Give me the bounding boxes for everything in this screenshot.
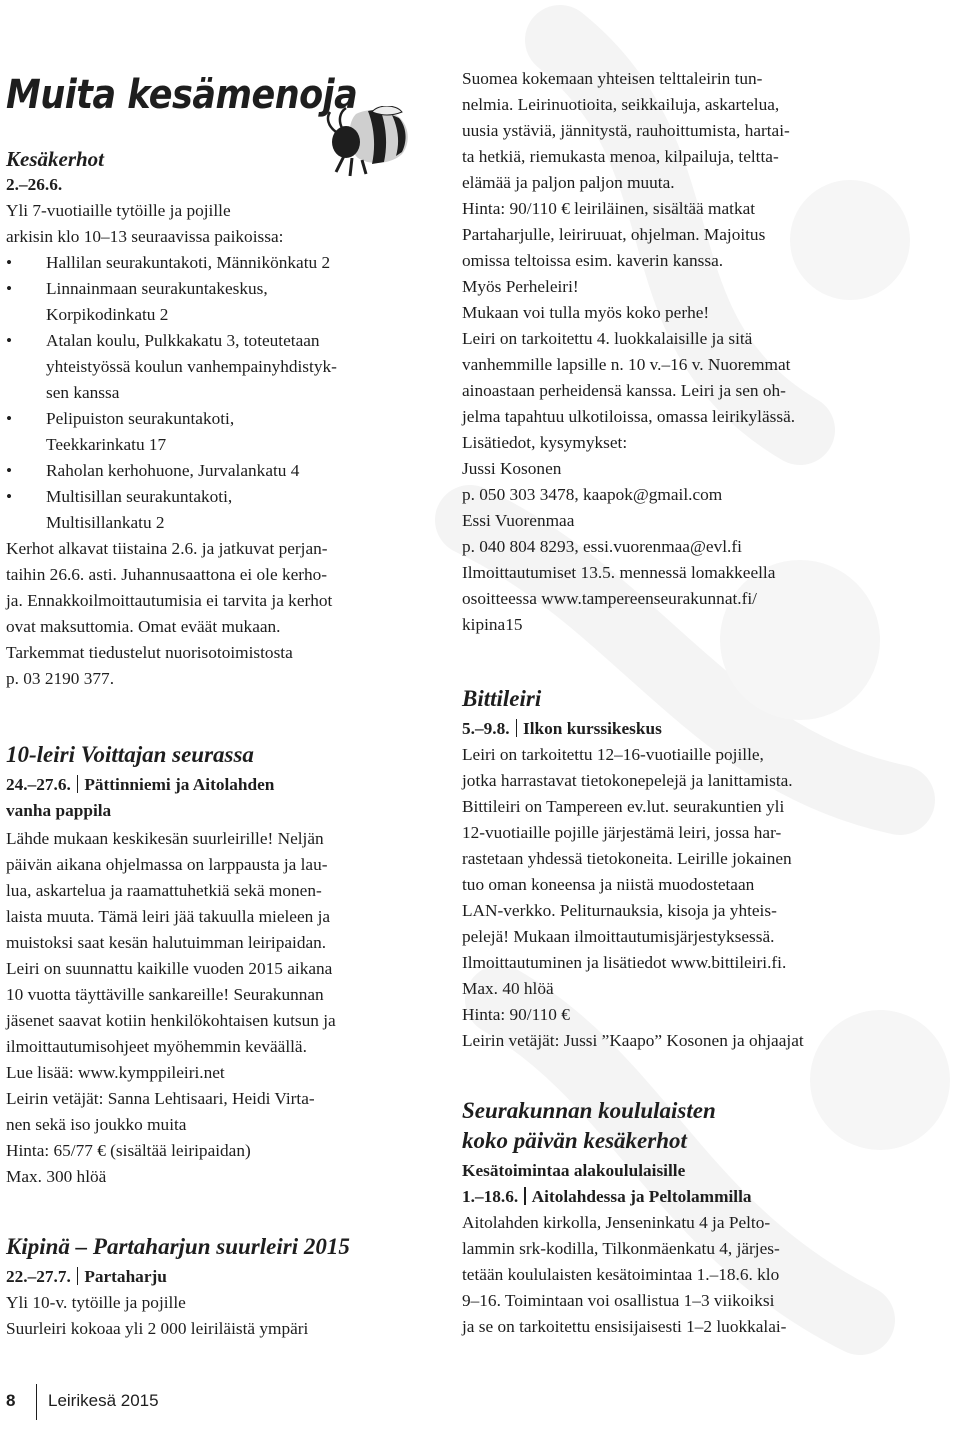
- location-item: Hallilan seurakuntakoti, Männikönkatu 2: [46, 253, 331, 272]
- separator: [516, 719, 518, 737]
- koululaiset-subheading: Kesätoimintaa alakoululaisille: [462, 1161, 686, 1180]
- location-item: Linnainmaan seurakuntakeskus,: [46, 279, 268, 298]
- text-line: Hinta: 65/77 € (sisältää leiripaidan): [6, 1141, 251, 1160]
- text-line: p. 03 2190 377.: [6, 669, 115, 688]
- kipina-place: Partaharju: [84, 1267, 167, 1286]
- text-line: Leirin vetäjät: Sanna Lehtisaari, Heidi Virta-: [6, 1089, 315, 1108]
- text-line: Leiri on suunnattu kaikille vuoden 2015 aikana: [6, 959, 333, 978]
- page-number: 8: [6, 1391, 16, 1410]
- text-line: Mukaan voi tulla myös koko perhe!: [462, 303, 710, 322]
- text-line: 12-vuotiaille pojille järjestämä leiri, jossa har-: [462, 823, 782, 842]
- text-line: tetään koululaisten kesätoimintaa 1.–18.6. klo: [462, 1265, 780, 1284]
- koululaiset-dates-place: [462, 1184, 752, 1210]
- text-line: Bittileiri on Tampereen ev.lut. seurakuntien yli: [462, 797, 785, 816]
- leiri10-place-continued: vanha pappila: [6, 801, 112, 820]
- publication-name: Leirikesä 2015: [48, 1391, 159, 1410]
- bullet-marker: •: [6, 461, 13, 480]
- text-line: Lue lisää: www.kymppileiri.net: [6, 1063, 225, 1082]
- text-line: Hinta: 90/110 €: [462, 1005, 570, 1024]
- bullet-marker: •: [6, 331, 13, 350]
- location-item-continued: Multisillankatu 2: [46, 513, 165, 532]
- page-title: Muita kesämenoja: [6, 72, 358, 119]
- contact-name: Jussi Kosonen: [462, 459, 562, 478]
- text-line: Max. 300 hlöä: [6, 1167, 107, 1186]
- koululaiset-dates: 1.–18.6.: [462, 1187, 519, 1206]
- location-item: Raholan kerhohuone, Jurvalankatu 4: [46, 461, 300, 480]
- text-line: Yli 10-v. tytöille ja pojille: [6, 1293, 186, 1312]
- text-line: vanhemmille lapsille n. 10 v.–16 v. Nuoremmat: [462, 355, 791, 374]
- text-line: arkisin klo 10–13 seuraavissa paikoissa:: [6, 227, 284, 246]
- text-line: osoitteessa www.tampereenseurakunnat.fi/: [462, 589, 757, 608]
- text-line: kipina15: [462, 615, 523, 634]
- text-line: Yli 7-vuotiaille tytöille ja pojille: [6, 201, 231, 220]
- location-item-continued: Korpikodinkatu 2: [46, 305, 169, 324]
- text-line: omissa teltoissa esim. kaverin kanssa.: [462, 251, 724, 270]
- bullet-marker: •: [6, 409, 13, 428]
- leiri10-place: Pättinniemi ja Aitolahden: [84, 775, 275, 794]
- leiri10-dates-place: [6, 772, 274, 798]
- bullet-marker: •: [6, 253, 13, 272]
- text-line: ja se on tarkoitettu ensisijaisesti 1–2 luokkalai-: [462, 1317, 787, 1336]
- text-line: nen sekä iso joukko muita: [6, 1115, 187, 1134]
- footer-divider: [36, 1384, 37, 1420]
- text-line: 10 vuotta täyttäville sankareille! Seurakunnan: [6, 985, 324, 1004]
- bullet-marker: •: [6, 487, 13, 506]
- location-item: Pelipuiston seurakuntakoti,: [46, 409, 235, 428]
- text-line: nelmia. Leirinuotioita, seikkailuja, askartelua,: [462, 95, 780, 114]
- text-line: Myös Perheleiri!: [462, 277, 579, 296]
- text-line: LAN-verkko. Peliturnauksia, kisoja ja yhteis-: [462, 901, 777, 920]
- text-line: Leiri on tarkoitettu 4. luokkalaisille ja sitä: [462, 329, 753, 348]
- text-line: Suurleiri kokoaa yli 2 000 leiriläistä ympäri: [6, 1319, 309, 1338]
- text-line: tuo oman koneensa ja niistä muodostetaan: [462, 875, 755, 894]
- leiri10-dates: 24.–27.6.: [6, 775, 71, 794]
- bittileiri-dates-place: [462, 716, 662, 742]
- text-line: Tarkemmat tiedustelut nuorisotoimistosta: [6, 643, 293, 662]
- text-line: Partaharjulle, leiriruuat, ohjelman. Majoitus: [462, 225, 766, 244]
- kipina-dates-place: [6, 1264, 167, 1290]
- text-line: Lähde mukaan keskikesän suurleirille! Neljän: [6, 829, 324, 848]
- location-item: Multisillan seurakuntakoti,: [46, 487, 233, 506]
- location-item-continued: yhteistyössä koulun vanhempainyhdistyk-: [46, 357, 337, 376]
- text-line: uusia ystäviä, jännitystä, rauhoittumista, hartai-: [462, 121, 790, 140]
- text-line: Lisätiedot, kysymykset:: [462, 433, 628, 452]
- kesakerhot-heading: Kesäkerhot: [6, 147, 105, 171]
- leiri10-heading: 10-leiri Voittajan seurassa: [6, 742, 254, 767]
- bittileiri-dates: 5.–9.8.: [462, 719, 510, 738]
- text-line: Hinta: 90/110 € leiriläinen, sisältää matkat: [462, 199, 756, 218]
- contact-phone-email: p. 050 303 3478, kaapok@gmail.com: [462, 485, 723, 504]
- text-line: Max. 40 hlöä: [462, 979, 554, 998]
- text-line: jotka harrastavat tietokonepelejä ja lanittamista.: [462, 771, 793, 790]
- separator: [524, 1187, 526, 1205]
- text-line: jelma tapahtuu ulkotiloissa, omassa leirikylässä.: [462, 407, 796, 426]
- contact-phone-email: p. 040 804 8293, essi.vuorenmaa@evl.fi: [462, 537, 742, 556]
- text-line: ta hetkiä, riemukasta menoa, kilpailuja, teltta-: [462, 147, 779, 166]
- text-line: pelejä! Mukaan ilmoittautumisjärjestyksessä.: [462, 927, 775, 946]
- bittileiri-place: Ilkon kurssikeskus: [523, 719, 662, 738]
- text-line: Ilmoittautumiset 13.5. mennessä lomakkeella: [462, 563, 776, 582]
- bittileiri-heading: Bittileiri: [462, 686, 542, 711]
- text-line: laista muuta. Tämä leiri jää takuulla mieleen ja: [6, 907, 331, 926]
- text-line: rastetaan yhdessä tietokoneita. Leirille jokainen: [462, 849, 792, 868]
- text-line: taihin 26.6. asti. Juhannusaattona ei ole kerho-: [6, 565, 328, 584]
- text-line: Leirin vetäjät: Jussi ”Kaapo” Kosonen ja ohjaajat: [462, 1031, 804, 1050]
- text-line: ilmoittautumisohjeet myöhemmin keväällä.: [6, 1037, 307, 1056]
- text-line: elämää ja paljon paljon muuta.: [462, 173, 675, 192]
- separator: [77, 1267, 79, 1285]
- text-line: ainoastaan perheidensä kanssa. Leiri ja sen oh-: [462, 381, 786, 400]
- bumblebee-icon: [322, 106, 412, 178]
- koululaiset-place: Aitolahdessa ja Peltolammilla: [531, 1187, 752, 1206]
- location-item: Atalan koulu, Pulkkakatu 3, toteutetaan: [46, 331, 320, 350]
- kipina-dates: 22.–27.7.: [6, 1267, 71, 1286]
- kipina-heading: Kipinä – Partaharjun suurleiri 2015: [6, 1234, 350, 1259]
- text-line: jäsenet saavat kotiin henkilökohtaisen kutsun ja: [6, 1011, 336, 1030]
- text-line: Ilmoittautuminen ja lisätiedot www.bittileiri.fi.: [462, 953, 787, 972]
- text-line: Aitolahden kirkolla, Jenseninkatu 4 ja Pelto-: [462, 1213, 771, 1232]
- separator: [77, 775, 79, 793]
- text-line: muistoksi saat kesän halutuimman leiripaidan.: [6, 933, 327, 952]
- koululaiset-heading: Seurakunnan koululaisten: [462, 1098, 716, 1123]
- text-line: Kerhot alkavat tiistaina 2.6. ja jatkuvat perjan-: [6, 539, 328, 558]
- text-line: 9–16. Toimintaan voi osallistua 1–3 viikoiksi: [462, 1291, 775, 1310]
- text-line: lammin srk-kodilla, Tilkonmäenkatu 4, järjes-: [462, 1239, 780, 1258]
- text-line: ja. Ennakkoilmoittautumisia ei tarvita ja kerhot: [6, 591, 333, 610]
- bullet-marker: •: [6, 279, 13, 298]
- text-line: lua, askartelua ja raamattuhetkiä sekä monen-: [6, 881, 322, 900]
- text-line: Suomea kokemaan yhteisen telttaleirin tun-: [462, 69, 763, 88]
- text-line: ovat maksuttomia. Omat eväät mukaan.: [6, 617, 281, 636]
- location-item-continued: Teekkarinkatu 17: [46, 435, 167, 454]
- koululaiset-heading-continued: koko päivän kesäkerhot: [462, 1128, 687, 1153]
- location-item-continued: sen kanssa: [46, 383, 120, 402]
- text-line: Leiri on tarkoitettu 12–16-vuotiaille pojille,: [462, 745, 764, 764]
- text-line: päivän aikana ohjelmassa on larppausta ja lau-: [6, 855, 328, 874]
- contact-name: Essi Vuorenmaa: [462, 511, 575, 530]
- kesakerhot-dates: 2.–26.6.: [6, 175, 63, 194]
